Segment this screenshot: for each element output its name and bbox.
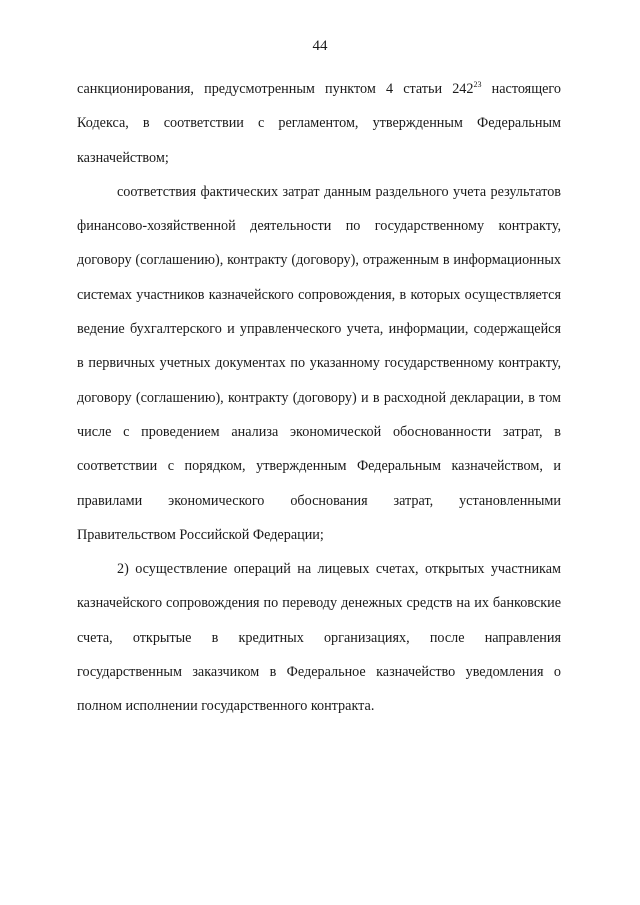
document-body [77, 72, 561, 724]
page-number: 44 [312, 38, 328, 54]
article-superscript: 23 [473, 80, 482, 89]
paragraph-continuation [77, 72, 561, 175]
paragraph-text-start: санкционирования, предусмотренным пунктом 4 статьи 242 [77, 81, 474, 97]
paragraph-compliance: соответствия фактических затрат данным раздельного учета результатов финансово-хозяйственной деятельности по государственному контракту, договору (соглашению), контракту (договору), отраженным в информационных системах участников казначейского сопровождения, в которых осуществляется ведение бухгалтерского и управленческого учета, информации, содержащейся в первичных учетных документах по указанному государственному контракту, договору (соглашению), контракту (договору) и в расходной декларации, в том числе с проведением анализа экономической обоснованности затрат, в соответствии с порядком, утвержденным Федеральным казначейством, и правилами экономического обоснования затрат, установленными Правительством Российской Федерации; [77, 183, 561, 543]
paragraph-text-end: настоящего Кодекса, в соответствии с регламентом, утвержденным Федеральным казначейством; [77, 81, 561, 166]
paragraph-item-2: 2) осуществление операций на лицевых счетах, открытых участникам казначейского сопровождения по переводу денежных средств на их банковские счета, открытые в кредитных организациях, после направления государственным заказчиком в Федеральное казначейство уведомления о полном исполнении государственного контракта. [77, 561, 561, 715]
